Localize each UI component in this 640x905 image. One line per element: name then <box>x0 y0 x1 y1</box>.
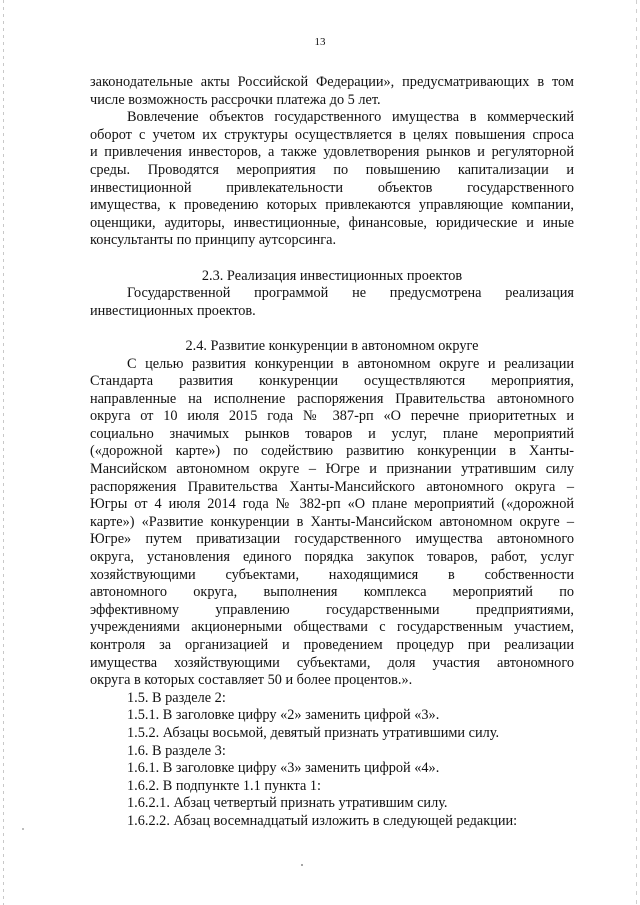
text-line: («дорожной карте») по содействию развитию конкуренции в Ханты- <box>90 443 574 460</box>
text-line: контроля за организацией и проведением процедур при реализации <box>90 637 574 653</box>
text-line: Мансийском автономном округе – Югре и признании утратившим силу <box>90 461 574 478</box>
list-item: 1.6.1. В заголовке цифру «3» заменить цифрой «4». <box>127 760 440 777</box>
text-line: Вовлечение объектов государственного имущества в коммерческий <box>127 109 574 126</box>
scan-edge-left <box>3 0 4 905</box>
text-line: среды. Проводятся мероприятия по повышению капитализации и <box>90 161 574 178</box>
scan-speck <box>301 864 303 866</box>
text-line: имущества, к проведению которых привлекаются управляющие компании, <box>90 197 574 214</box>
list-item: 1.5.1. В заголовке цифру «2» заменить цифрой «3». <box>127 707 440 724</box>
text-line: эффективному управлению государственными предприятиями, <box>90 601 574 618</box>
list-item: 1.6. В разделе 3: <box>127 742 226 759</box>
text-line: инвестиционных проектов. <box>90 302 256 319</box>
text-line: Югре» путем приватизации государственного имущества автономного <box>90 531 574 548</box>
section-heading: 2.3. Реализация инвестиционных проектов <box>201 267 463 284</box>
text-line: учреждениями акционерными обществами с государственным участием, <box>90 619 574 636</box>
text-line: распоряжения Правительства Ханты-Мансийского автономного округа – <box>90 478 574 495</box>
text-line: числе возможность рассрочки платежа до 5 лет. <box>90 91 381 108</box>
text-line: С целью развития конкуренции в автономном округе и реализации <box>127 355 574 372</box>
text-line: округа от 10 июля 2015 года № 387-рп «О перечне приоритетных и <box>90 408 574 425</box>
text-line: оценщики, аудиторы, инвестиционные, финансовые, юридические и иные <box>90 214 574 231</box>
list-item: 1.6.2.1. Абзац четвертый признать утратившим силу. <box>127 795 448 812</box>
text-line: карте») «Развитие конкуренции в Ханты-Мансийском автономном округе – <box>90 513 574 530</box>
scan-edge-right <box>636 0 637 905</box>
text-line: инвестиционной привлекательности объектов государственного <box>90 179 574 196</box>
text-line: имущества хозяйствующими субъектами, доля участия автономного <box>90 654 574 671</box>
text-line: Югры от 4 июля 2014 года № 382-рп «О плане мероприятий («дорожной <box>90 496 574 513</box>
text-line: направленные на исполнение распоряжения Правительства автономного <box>90 390 574 407</box>
list-item: 1.6.2.2. Абзац восемнадцатый изложить в следующей редакции: <box>127 812 518 829</box>
text-line: округа в которых составляет 50 и более процентов.». <box>90 672 413 689</box>
text-line: округа, установления единого порядка закупок товаров, работ, услуг <box>90 549 574 566</box>
text-line: и привлечения инвесторов, а также удовлетворения рынков и регуляторной <box>90 144 574 161</box>
text-line: социально значимых рынков товаров и услуг, плане мероприятий <box>90 425 574 442</box>
text-line: хозяйствующими субъектами, находящимися в собственности <box>90 566 574 583</box>
text-line: автономного округа, выполнения комплекса мероприятий по <box>90 584 574 601</box>
page-number: 13 <box>314 36 326 48</box>
text-line: законодательные акты Российской Федерации», предусматривающих в том <box>90 74 574 90</box>
text-line: оборот с учетом их структуры осуществляется в целях повышения спроса <box>90 126 574 143</box>
list-item: 1.5.2. Абзацы восьмой, девятый признать утратившими силу. <box>127 724 500 741</box>
text-line: Государственной программой не предусмотрена реализация <box>127 285 574 302</box>
section-heading: 2.4. Развитие конкуренции в автономном округе <box>185 337 479 354</box>
text-line: консультанты по принципу аутсорсинга. <box>90 232 337 249</box>
list-item: 1.6.2. В подпункте 1.1 пункта 1: <box>127 777 322 794</box>
scan-speck <box>22 828 24 830</box>
document-body <box>90 74 574 831</box>
list-item: 1.5. В разделе 2: <box>127 689 226 706</box>
text-line: Стандарта развития конкуренции осуществляются мероприятия, <box>90 373 574 390</box>
